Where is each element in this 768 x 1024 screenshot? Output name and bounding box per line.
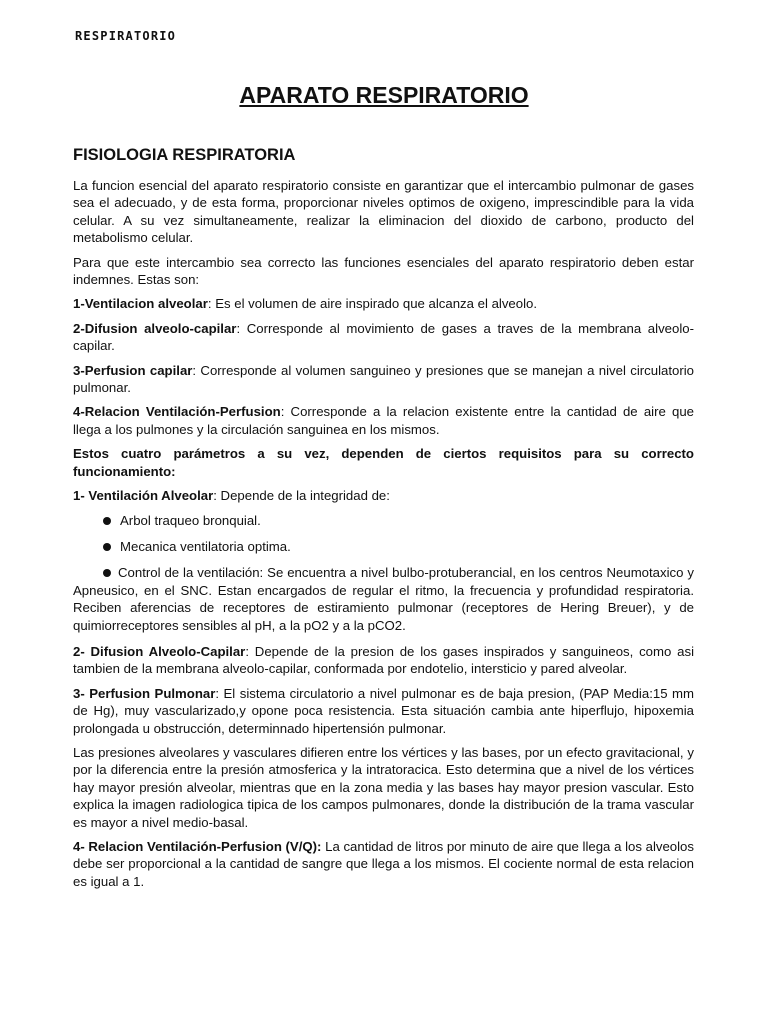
requirement-2-term: 2- Difusion Alveolo-Capilar (73, 643, 246, 659)
list-item (73, 538, 694, 555)
requirements-intro-text: Estos cuatro parámetros a su vez, dependen de ciertos requisitos para su correcto funcionamiento: (73, 446, 694, 479)
requirement-3-text: : El sistema circulatorio a nivel pulmonar es de baja presion, (PAP Media:15 mm de Hg), muy vascularizado,y opone poca resistencia. Esta situación cambia ante hiperflujo, hipoxemia prolongada u obstrucción, determinnado hipertensión pulmonar. (73, 685, 694, 736)
list-item (73, 564, 694, 634)
function-2 (73, 320, 694, 355)
bullet-icon (103, 569, 111, 577)
intro-paragraph: La funcion esencial del aparato respiratorio consiste en garantizar que el intercambio pulmonar de gases sea el adecuado, y de esta forma, proporcionar niveles optimos de oxigeno, imprescindible para la vida celular. A su vez simultaneamente, realizar la eliminacion del dioxido de carbono, producto del metabolismo celular. (73, 178, 694, 246)
pressures-paragraph: Las presiones alveolares y vasculares difieren entre los vértices y las bases, por un efecto gravitacional, y por la diferencia entre la presión atmosferica y la intratoracica. Esto determina que a nivel de los vértices hay mayor presión alveolar, mientras que en la zona media y las bases hay mayor presion vascular. Esto explica la imagen radiologica tipica de los campos pulmonares, donde la distribución de la trama vascular es mayor a nivel medio-basal. (73, 744, 694, 830)
requirement-2 (73, 643, 694, 678)
function-1-text: : Es el volumen de aire inspirado que alcanza el alveolo. (207, 296, 538, 312)
function-2-term: 2-Difusion alveolo-capilar (73, 320, 237, 336)
requirement-4-text: La cantidad de litros por minuto de aire que llega a los alveolos debe ser proporcional a la cantidad de sangre que llega a los mismos. El cociente normal de esta relacion es igual a 1. (73, 839, 694, 889)
requirement-3 (73, 685, 694, 737)
list-item (73, 512, 694, 529)
page-title: APARATO RESPIRATORIO (239, 82, 529, 108)
requirement-4-term: 4- Relacion Ventilación-Perfusion (V/Q): (73, 839, 322, 854)
requirement-4 (73, 838, 694, 890)
function-3-text: : Corresponde al volumen sanguineo y presiones que se manejan a nivel circulatorio pulmonar. (73, 362, 694, 396)
requirements-intro (73, 445, 694, 480)
functions-intro-paragraph: Para que este intercambio sea correcto las funciones esenciales del aparato respiratorio deben estar indemnes. Estas son: (73, 254, 694, 288)
function-1-term: 1-Ventilacion alveolar (73, 296, 208, 312)
function-1 (73, 295, 694, 312)
list-item-text: Mecanica ventilatoria optima. (120, 538, 291, 554)
requirement-1 (73, 487, 694, 504)
function-4-term: 4-Relacion Ventilación-Perfusion (73, 404, 281, 420)
bullet-icon (103, 517, 111, 525)
section-heading: FISIOLOGIA RESPIRATORIA (73, 146, 296, 164)
list-item-text: Control de la ventilación: Se encuentra a nivel bulbo-protuberancial, en los centros Neumotaxico y Apneusico, en el SNC. Estan encargados de regular el ritmo, la frecuencia y profundidad respiratoria. Reciben aferencias de receptores de estiramiento pulmonar (receptores de Hering Breuer), y de quimiorreceptores sensibles al pH, a la pO2 y a la pCO2. (73, 565, 694, 633)
function-4-text: : Corresponde a la relacion existente entre la cantidad de aire que llega a los pulmones y la circulación sanguinea en los mismos. (73, 404, 694, 437)
function-4 (73, 403, 694, 438)
function-2-text: : Corresponde al movimiento de gases a traves de la membrana alveolo-capilar. (73, 320, 694, 354)
requirement-1-text: : Depende de la integridad de: (213, 488, 390, 504)
document-body (73, 146, 694, 897)
bullet-icon (103, 543, 111, 551)
list-item-text: Arbol traqueo bronquial. (120, 512, 261, 528)
requirement-2-text: : Depende de la presion de los gases inspirados y sanguineos, como asi tambien de la membrana alveolo-capilar, conformada por endotelio, intersticio y pared alveolar. (73, 643, 694, 677)
requirement-3-term: 3- Perfusion Pulmonar (73, 685, 216, 701)
ventilation-bullet-list (73, 512, 694, 634)
requirement-1-term: 1- Ventilación Alveolar (73, 488, 214, 504)
running-header: RESPIRATORIO (75, 29, 177, 43)
function-3 (73, 362, 694, 397)
function-3-term: 3-Perfusion capilar (73, 362, 193, 378)
